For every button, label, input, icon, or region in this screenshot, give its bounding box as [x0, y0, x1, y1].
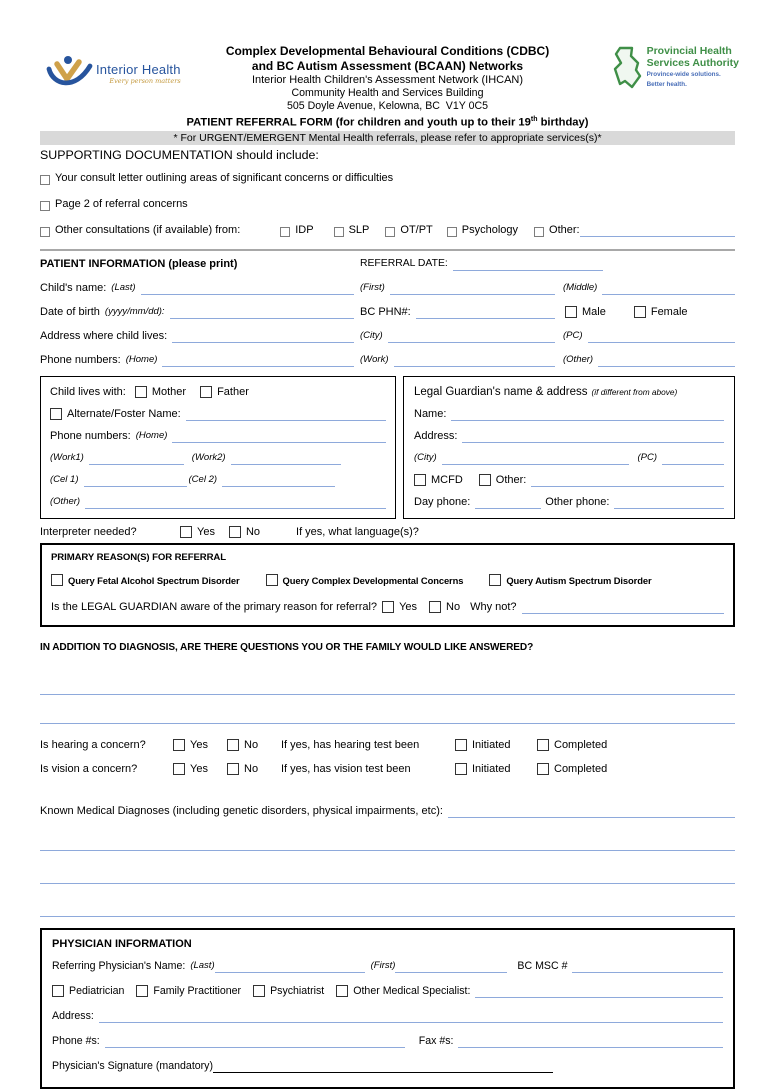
checkbox-hearing-initiated[interactable]: [455, 739, 467, 751]
cel1-line[interactable]: [84, 475, 187, 487]
checkbox-vision-yes[interactable]: [173, 763, 185, 775]
guardian-heading: Legal Guardian's name & address: [414, 385, 588, 398]
lives-with-label: Child lives with:: [50, 385, 126, 398]
supporting-item-page2: [40, 197, 735, 211]
legal-guardian-box: [403, 376, 735, 519]
urgent-notice-bar: * For URGENT/EMERGENT Mental Health referrals, please refer to appropriate services(s)*: [40, 131, 735, 145]
phsa-tagline-line1: Province-wide solutions.: [646, 71, 721, 78]
middle-name-label: (Middle): [563, 281, 598, 293]
child-name-label: Child's name:: [40, 281, 107, 294]
bc-msc-label: BC MSC #: [517, 959, 568, 972]
patient-info-heading: PATIENT INFORMATION (please print): [40, 257, 238, 270]
guardian-other-phone-label: Other phone:: [545, 495, 610, 508]
address-row: [40, 329, 735, 343]
work-phone-line[interactable]: [394, 355, 556, 367]
checkbox-vision-completed[interactable]: [537, 763, 549, 775]
male-label: Male: [582, 305, 606, 318]
query-cdc-label: Query Complex Developmental Concerns: [282, 575, 464, 587]
checkbox-idp[interactable]: [280, 227, 290, 237]
dob-row: [40, 305, 735, 319]
hearing-test-question: If yes, has hearing test been: [281, 738, 420, 751]
checkbox-vision-initiated[interactable]: [455, 763, 467, 775]
lw-other-line[interactable]: [85, 497, 386, 509]
medical-diagnoses-line-1[interactable]: [40, 839, 735, 851]
slp-label: SLP: [348, 223, 370, 236]
guardian-address-line[interactable]: [462, 431, 724, 443]
physician-signature-label: Physician's Signature (mandatory): [52, 1059, 214, 1072]
aware-yes-label: Yes: [399, 600, 418, 613]
pediatrician-label: Pediatrician: [69, 984, 125, 997]
header: [40, 44, 739, 130]
phn-label: BC PHN#:: [360, 305, 411, 318]
guardian-other-line[interactable]: [531, 475, 724, 487]
interpreter-yes-label: Yes: [197, 525, 215, 538]
work1-line[interactable]: [89, 453, 184, 465]
family-practitioner-label: Family Practitioner: [153, 984, 242, 997]
medical-diagnoses-label: Known Medical Diagnoses (including genetic disorders, physical impairments, etc):: [40, 804, 443, 817]
vision-row: [40, 762, 735, 776]
other-phone-line[interactable]: [598, 355, 735, 367]
child-name-row: [40, 281, 735, 295]
network-title-line1: Complex Developmental Behavioural Conditions (CDBC): [225, 44, 550, 58]
guardian-pc-label: (PC): [637, 451, 657, 463]
checkbox-psychiatrist[interactable]: [253, 985, 265, 997]
checkbox-mcfd[interactable]: [414, 474, 426, 486]
phsa-tagline-line2: Better health.: [646, 80, 687, 88]
other-specialist-label: Other Medical Specialist:: [353, 984, 471, 997]
checkbox-male[interactable]: [565, 306, 577, 318]
checkbox-supporting-other[interactable]: [534, 227, 544, 237]
physician-fax-line[interactable]: [458, 1036, 723, 1048]
vision-yes-label: Yes: [190, 762, 208, 775]
checkbox-query-asd[interactable]: [489, 574, 501, 586]
page2-concerns-label: Page 2 of referral concerns: [55, 197, 188, 210]
physician-phone-label: Phone #s:: [52, 1034, 100, 1047]
work1-label: (Work1): [50, 451, 84, 463]
hearing-concern-label: Is hearing a concern?: [40, 738, 146, 751]
phsa-logo: [607, 46, 739, 92]
checkbox-aware-no[interactable]: [429, 601, 441, 613]
physician-last-line[interactable]: [215, 961, 365, 973]
referring-physician-label: Referring Physician's Name:: [52, 959, 186, 972]
lw-phone-numbers-label: Phone numbers:: [50, 429, 131, 442]
additional-questions-heading: IN ADDITION TO DIAGNOSIS, ARE THERE QUESTIONS YOU OR THE FAMILY WOULD LIKE ANSWERED?: [40, 641, 534, 653]
guardian-note: (if different from above): [591, 386, 678, 397]
mcfd-label: MCFD: [431, 473, 463, 486]
day-phone-label: Day phone:: [414, 495, 471, 508]
alternate-foster-label: Alternate/Foster Name:: [67, 407, 181, 420]
child-first-name-line[interactable]: [390, 283, 555, 295]
interior-health-logo: [46, 54, 181, 94]
work-phone-label: (Work): [360, 353, 389, 365]
supporting-other-label: Other:: [549, 223, 580, 236]
form-title: PATIENT REFERRAL FORM (for children and youth up to their 19th birthday): [186, 116, 589, 129]
medical-diagnoses-line-2[interactable]: [40, 872, 735, 884]
guardian-address-label: Address:: [414, 429, 458, 442]
checkbox-other-specialist[interactable]: [336, 985, 348, 997]
guardian-pc-line[interactable]: [662, 453, 724, 465]
other-phone-label: (Other): [563, 353, 594, 365]
dob-format-label: (yyyy/mm/dd):: [104, 305, 165, 317]
physician-address-label: Address:: [52, 1009, 94, 1022]
checkbox-pediatrician[interactable]: [52, 985, 64, 997]
why-not-label: Why not?: [470, 600, 517, 613]
other-consultations-label: Other consultations (if available) from:: [55, 223, 241, 236]
guardian-name-label: Name:: [414, 407, 447, 420]
medical-diagnoses-line-0[interactable]: [448, 806, 735, 818]
checkbox-query-fasd[interactable]: [51, 574, 63, 586]
physician-phone-line[interactable]: [105, 1036, 405, 1048]
interior-health-tagline: Every person matters: [109, 77, 181, 86]
alternate-foster-line[interactable]: [186, 409, 386, 421]
checkbox-hearing-yes[interactable]: [173, 739, 185, 751]
checkbox-guardian-other[interactable]: [479, 474, 491, 486]
guardian-aware-question: Is the LEGAL GUARDIAN aware of the primary reason for referral?: [51, 600, 378, 613]
phn-line[interactable]: [416, 307, 555, 319]
city-line[interactable]: [388, 331, 555, 343]
interior-health-person-icon: [46, 54, 92, 94]
address-label: Address where child lives:: [40, 329, 168, 342]
phone-row: [40, 353, 735, 367]
physician-signature-line[interactable]: [213, 1061, 553, 1073]
section-divider: [40, 249, 735, 251]
medical-diagnoses-line-3[interactable]: [40, 905, 735, 917]
checkbox-father[interactable]: [200, 386, 212, 398]
guardian-city-label: (City): [414, 451, 437, 463]
family-guardian-boxes: [40, 376, 735, 519]
checkbox-query-cdc[interactable]: [266, 574, 278, 586]
hearing-completed-label: Completed: [554, 738, 608, 751]
interpreter-label: Interpreter needed?: [40, 525, 137, 538]
home-phone-line[interactable]: [162, 355, 354, 367]
hearing-row: [40, 738, 735, 752]
checkbox-otpt[interactable]: [385, 227, 395, 237]
consult-letter-label: Your consult letter outlining areas of significant concerns or difficulties: [55, 171, 394, 184]
work2-line[interactable]: [231, 453, 341, 465]
physician-address-line[interactable]: [99, 1011, 723, 1023]
questions-line-2[interactable]: [40, 712, 735, 724]
checkbox-interpreter-no[interactable]: [229, 526, 241, 538]
checkbox-alternate-foster[interactable]: [50, 408, 62, 420]
aware-no-label: No: [446, 600, 461, 613]
psychology-label: Psychology: [461, 223, 519, 236]
otpt-label: OT/PT: [400, 223, 433, 236]
questions-line-1[interactable]: [40, 683, 735, 695]
bc-map-icon: [607, 46, 643, 92]
query-asd-label: Query Autism Spectrum Disorder: [506, 575, 652, 587]
child-lives-with-box: [40, 376, 396, 519]
dob-label: Date of birth: [40, 305, 100, 318]
network-title-line2: and BC Autism Assessment (BCAAN) Networks: [251, 59, 524, 73]
referral-date-label: REFERRAL DATE:: [360, 257, 448, 269]
checkbox-hearing-no[interactable]: [227, 739, 239, 751]
supporting-docs-heading: SUPPORTING DOCUMENTATION should include:: [40, 147, 319, 162]
building-line: Community Health and Services Building: [291, 87, 484, 99]
pc-line[interactable]: [588, 331, 735, 343]
guardian-other-phone-line[interactable]: [614, 497, 724, 509]
supporting-item-consult-letter: [40, 171, 735, 185]
other-specialist-line[interactable]: [475, 986, 723, 998]
query-fasd-label: Query Fetal Alcohol Spectrum Disorder: [68, 575, 240, 587]
checkbox-interpreter-yes[interactable]: [180, 526, 192, 538]
hearing-yes-label: Yes: [190, 738, 208, 751]
referral-date-line[interactable]: [453, 259, 603, 271]
guardian-name-line[interactable]: [451, 409, 724, 421]
cel2-line[interactable]: [222, 475, 335, 487]
cel1-label: (Cel 1): [50, 473, 79, 485]
phone-numbers-label: Phone numbers:: [40, 353, 121, 366]
physician-info-box: [40, 928, 735, 1089]
interpreter-no-label: No: [245, 525, 261, 538]
medical-diagnoses-row: [40, 804, 735, 818]
patient-info-header-row: [40, 257, 735, 271]
home-phone-label: (Home): [125, 353, 158, 365]
pc-label: (PC): [563, 329, 583, 341]
supporting-other-line[interactable]: [580, 225, 735, 237]
physician-fax-label: Fax #s:: [418, 1034, 454, 1047]
checkbox-consult-letter[interactable]: [40, 175, 50, 185]
vision-concern-label: Is vision a concern?: [40, 762, 138, 775]
hearing-initiated-label: Initiated: [472, 738, 511, 751]
father-label: Father: [217, 385, 249, 398]
physician-info-heading: PHYSICIAN INFORMATION: [52, 937, 192, 950]
checkbox-female[interactable]: [634, 306, 646, 318]
interpreter-row: [40, 525, 735, 539]
guardian-other-label: Other:: [495, 473, 527, 486]
dob-line[interactable]: [170, 307, 354, 319]
day-phone-line[interactable]: [475, 497, 541, 509]
guardian-city-line[interactable]: [442, 453, 630, 465]
checkbox-family-practitioner[interactable]: [136, 985, 148, 997]
bc-msc-line[interactable]: [572, 961, 723, 973]
supporting-item-other-consultations: [40, 223, 735, 237]
checkbox-hearing-completed[interactable]: [537, 739, 549, 751]
lw-other-label: (Other): [50, 495, 81, 507]
child-last-name-line[interactable]: [141, 283, 354, 295]
city-label: (City): [360, 329, 383, 341]
checkbox-mother[interactable]: [135, 386, 147, 398]
vision-initiated-label: Initiated: [472, 762, 511, 775]
phsa-wordmark-line1: Provincial Health: [646, 45, 732, 57]
physician-last-label: (Last): [190, 959, 215, 971]
lw-home-line[interactable]: [172, 431, 386, 443]
vision-no-label: No: [244, 762, 259, 775]
why-not-line[interactable]: [522, 602, 724, 614]
physician-first-line[interactable]: [395, 961, 507, 973]
primary-reasons-box: [40, 543, 735, 627]
work2-label: (Work2): [191, 451, 226, 463]
hearing-no-label: No: [244, 738, 259, 751]
interpreter-language-label: If yes, what language(s)?: [296, 525, 419, 538]
psychiatrist-label: Psychiatrist: [270, 984, 325, 997]
checkbox-psychology[interactable]: [447, 227, 457, 237]
idp-label: IDP: [295, 223, 314, 236]
child-middle-name-line[interactable]: [602, 283, 735, 295]
checkbox-page2-concerns[interactable]: [40, 201, 50, 211]
female-label: Female: [650, 305, 688, 318]
first-name-label: (First): [360, 281, 385, 293]
vision-test-question: If yes, has vision test been: [281, 762, 411, 775]
physician-first-label: (First): [370, 959, 396, 971]
checkbox-vision-no[interactable]: [227, 763, 239, 775]
interior-health-wordmark: Interior Health: [96, 62, 181, 78]
address-line[interactable]: [172, 331, 354, 343]
checkbox-other-consultations[interactable]: [40, 227, 50, 237]
phsa-wordmark-line2: Services Authority: [646, 56, 739, 69]
mother-label: Mother: [151, 385, 187, 398]
checkbox-aware-yes[interactable]: [382, 601, 394, 613]
checkbox-slp[interactable]: [334, 227, 344, 237]
ihcan-line: Interior Health Children's Assessment Network (IHCAN): [251, 74, 524, 86]
vision-completed-label: Completed: [554, 762, 608, 775]
cel2-label: (Cel 2): [188, 473, 218, 485]
primary-reasons-heading: PRIMARY REASON(S) FOR REFERRAL: [51, 551, 227, 563]
lw-home-label: (Home): [135, 429, 168, 441]
last-name-label: (Last): [111, 281, 136, 293]
address-line: 505 Doyle Avenue, Kelowna, BC V1Y 0C5: [286, 100, 489, 112]
